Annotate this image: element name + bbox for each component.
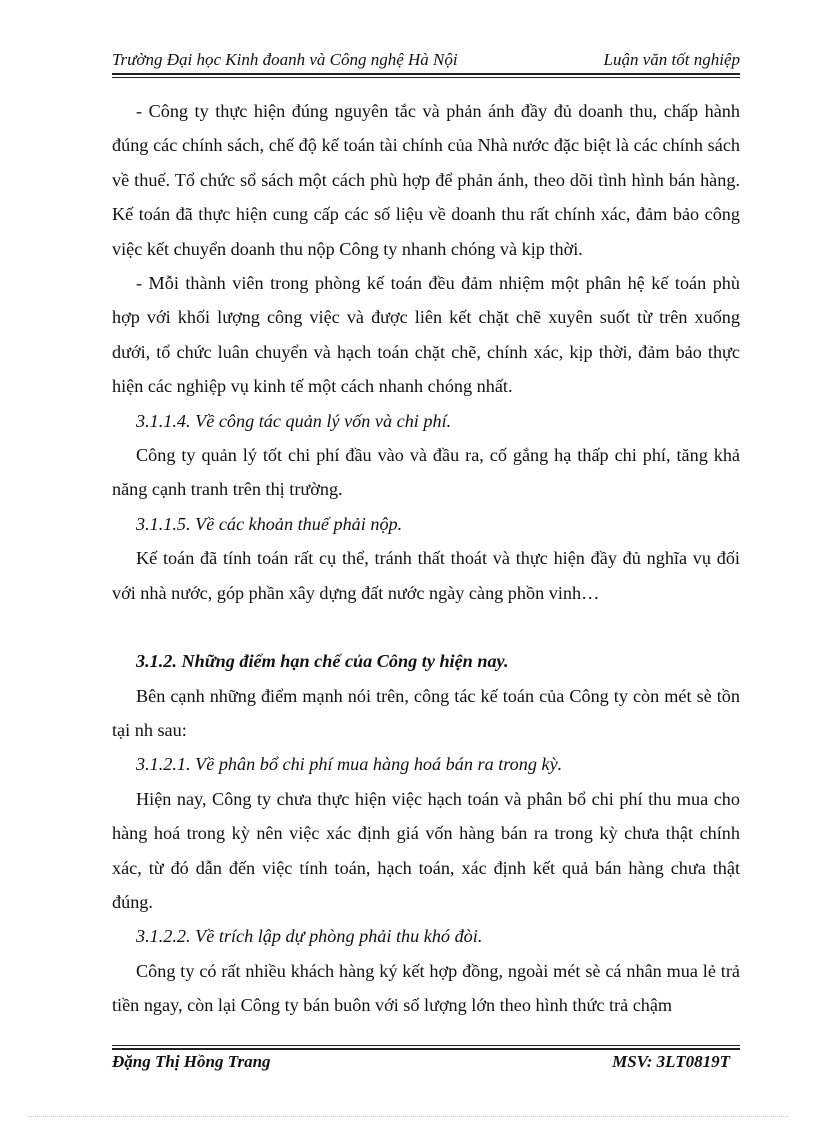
page-header [112,46,740,74]
footer-rule [112,1048,740,1050]
header-school-name: Trường Đại học Kinh đoanh và Công nghệ Hà Nội [112,50,458,69]
paragraph-bad-debt: Công ty có rất nhiều khách hàng ký kết hợp đồng, ngoài mét sè cá nhân mua lẻ trả tiền ngay, còn lại Công ty bán buôn với số lượng lớn theo hình thức trả chậm [112,960,740,1016]
paragraph-taxes: Kế toán đã tính toán rất cụ thể, tránh thất thoát và thực hiện đầy đủ nghĩa vụ đối với nhà nước, góp phần xây dựng đất nước ngày càng phồn vinh… [112,548,740,603]
footer-author-name: Đặng Thị Hồng Trang [112,1052,271,1071]
paragraph-revenue: - Công ty thực hiện đúng nguyên tắc và phản ánh đầy đủ doanh thu, chấp hành đúng các chính sách, chế độ kế toán tài chính của Nhà nước đặc biệt là các chính sách về thuế. Tổ chức sổ sách một cách phù hợp để phản ánh, theo dõi tình hình bán hàng. Kế toán đã thực hiện cung cấp các số liệu về doanh thu rất chính xác, đảm bảo công việc kết chuyển doanh thu nộp Công ty nhanh chóng và kịp thời. [112,101,740,259]
header-document-type: Luận văn tốt nghiệp [603,50,740,69]
section-heading-3-1-2: 3.1.2. Những điểm hạn chế của Công ty hiện nay. [136,651,509,672]
paragraph-accounting-staff: - Mỗi thành viên trong phòng kế toán đều đảm nhiệm một phân hệ kế toán phù hợp với khối lượng công việc và được liên kết chặt chẽ xuyên suốt từ trên xuống dưới, tổ chức luân chuyển và hạch toán chặt chẽ, chính xác, kịp thời, đảm bảo thực hiện các nghiệp vụ kinh tế một cách nhanh chóng nhất. [112,273,740,397]
page-bottom-border [28,1116,788,1117]
section-heading-3-1-1-4: 3.1.1.4. Về công tác quản lý vốn và chi phí. [136,410,452,431]
header-rule [112,73,740,75]
section-heading-3-1-2-2: 3.1.2.2. Về trích lập dự phòng phải thu khó đòi. [136,926,483,947]
footer-student-id: MSV: 3LT0819T [612,1052,730,1071]
paragraph-cost-allocation: Hiện nay, Công ty chưa thực hiện việc hạch toán và phân bổ chi phí thu mua cho hàng hoá trong kỳ nên việc xác định giá vốn hàng bán ra trong kỳ chưa thật chính xác, từ đó dẫn đến việc tính toán, hạch toán, xác định kết quả bán hàng chưa thật đúng. [112,788,740,912]
section-spacer [112,610,740,644]
paragraph-cost-management: Công ty quản lý tốt chi phí đầu vào và đầu ra, cố gắng hạ thấp chi phí, tăng khả năng cạnh tranh trên thị trường. [112,445,740,500]
page-body [112,94,740,1023]
paragraph-limitations-intro: Bên cạnh những điểm mạnh nói trên, công tác kế toán của Công ty còn mét sè tồn tại nh sau: [112,685,740,740]
header-rule-thin [112,77,740,78]
section-heading-3-1-2-1: 3.1.2.1. Về phân bổ chi phí mua hàng hoá bán ra trong kỳ. [136,754,563,775]
section-heading-3-1-1-5: 3.1.1.5. Về các khoản thuế phải nộp. [136,513,403,534]
footer-rule-thin [112,1045,740,1046]
